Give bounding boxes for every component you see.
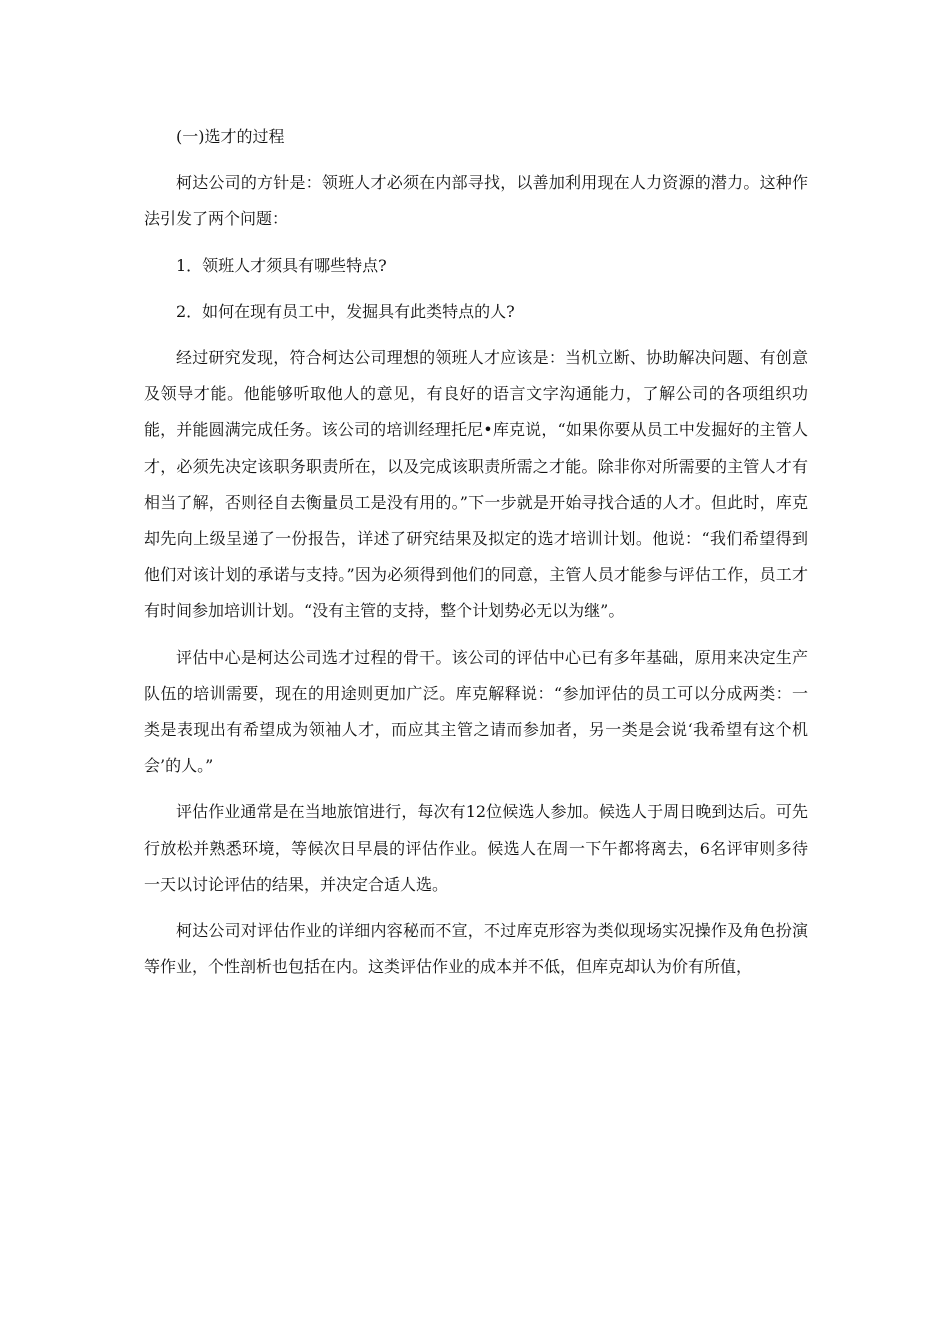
document-body [144, 119, 808, 995]
paragraph-assessment-process: 评估作业通常是在当地旅馆进行，每次有12位候选人参加。候选人于周日晚到达后。可先行放松并熟悉环境，等候次日早晨的评估作业。候选人在周一下午都将离去，6名评审则多待一天以讨论评估的结果，并决定合适人选。 [144, 802, 808, 894]
paragraph-assessment-content: 柯达公司对评估作业的详细内容秘而不宣，不过库克形容为类似现场实况操作及角色扮演等作业，个性剖析也包括在内。这类评估作业的成本并不低，但库克却认为价有所值， [144, 921, 808, 977]
paragraph-assessment-center: 评估中心是柯达公司选才过程的骨干。该公司的评估中心已有多年基础，原用来决定生产队伍的培训需要，现在的用途则更加广泛。库克解释说：“参加评估的员工可以分成两类：一类是表现出有希望成为领袖人才，而应其主管之请而参加者，另一类是会说‘我希望有这个机会’的人。” [144, 647, 808, 776]
question-1: 1．领班人才须具有哪些特点? [176, 255, 387, 275]
paragraph-policy: 柯达公司的方针是：领班人才必须在内部寻找，以善加利用现在人力资源的潜力。这种作法引发了两个问题： [144, 173, 808, 229]
section-heading: (一)选才的过程 [176, 127, 285, 146]
paragraph-research: 经过研究发现，符合柯达公司理想的领班人才应该是：当机立断、协助解决问题、有创意及领导才能。他能够听取他人的意见，有良好的语言文字沟通能力，了解公司的各项组织功能，并能圆满完成任务。该公司的培训经理托尼•库克说，“如果你要从员工中发掘好的主管人才，必须先决定该职务职责所在，以及完成该职责所需之才能。除非你对所需要的主管人才有相当了解，否则径自去衡量员工是没有用的。”下一步就是开始寻找合适的人才。但此时，库克却先向上级呈递了一份报告，详述了研究结果及拟定的选才培训计划。他说：“我们希望得到他们对该计划的承诺与支持。”因为必须得到他们的同意，主管人员才能参与评估工作，员工才有时间参加培训计划。“没有主管的支持，整个计划势必无以为继”。 [144, 348, 808, 621]
question-2: 2．如何在现有员工中，发掘具有此类特点的人? [176, 301, 515, 321]
